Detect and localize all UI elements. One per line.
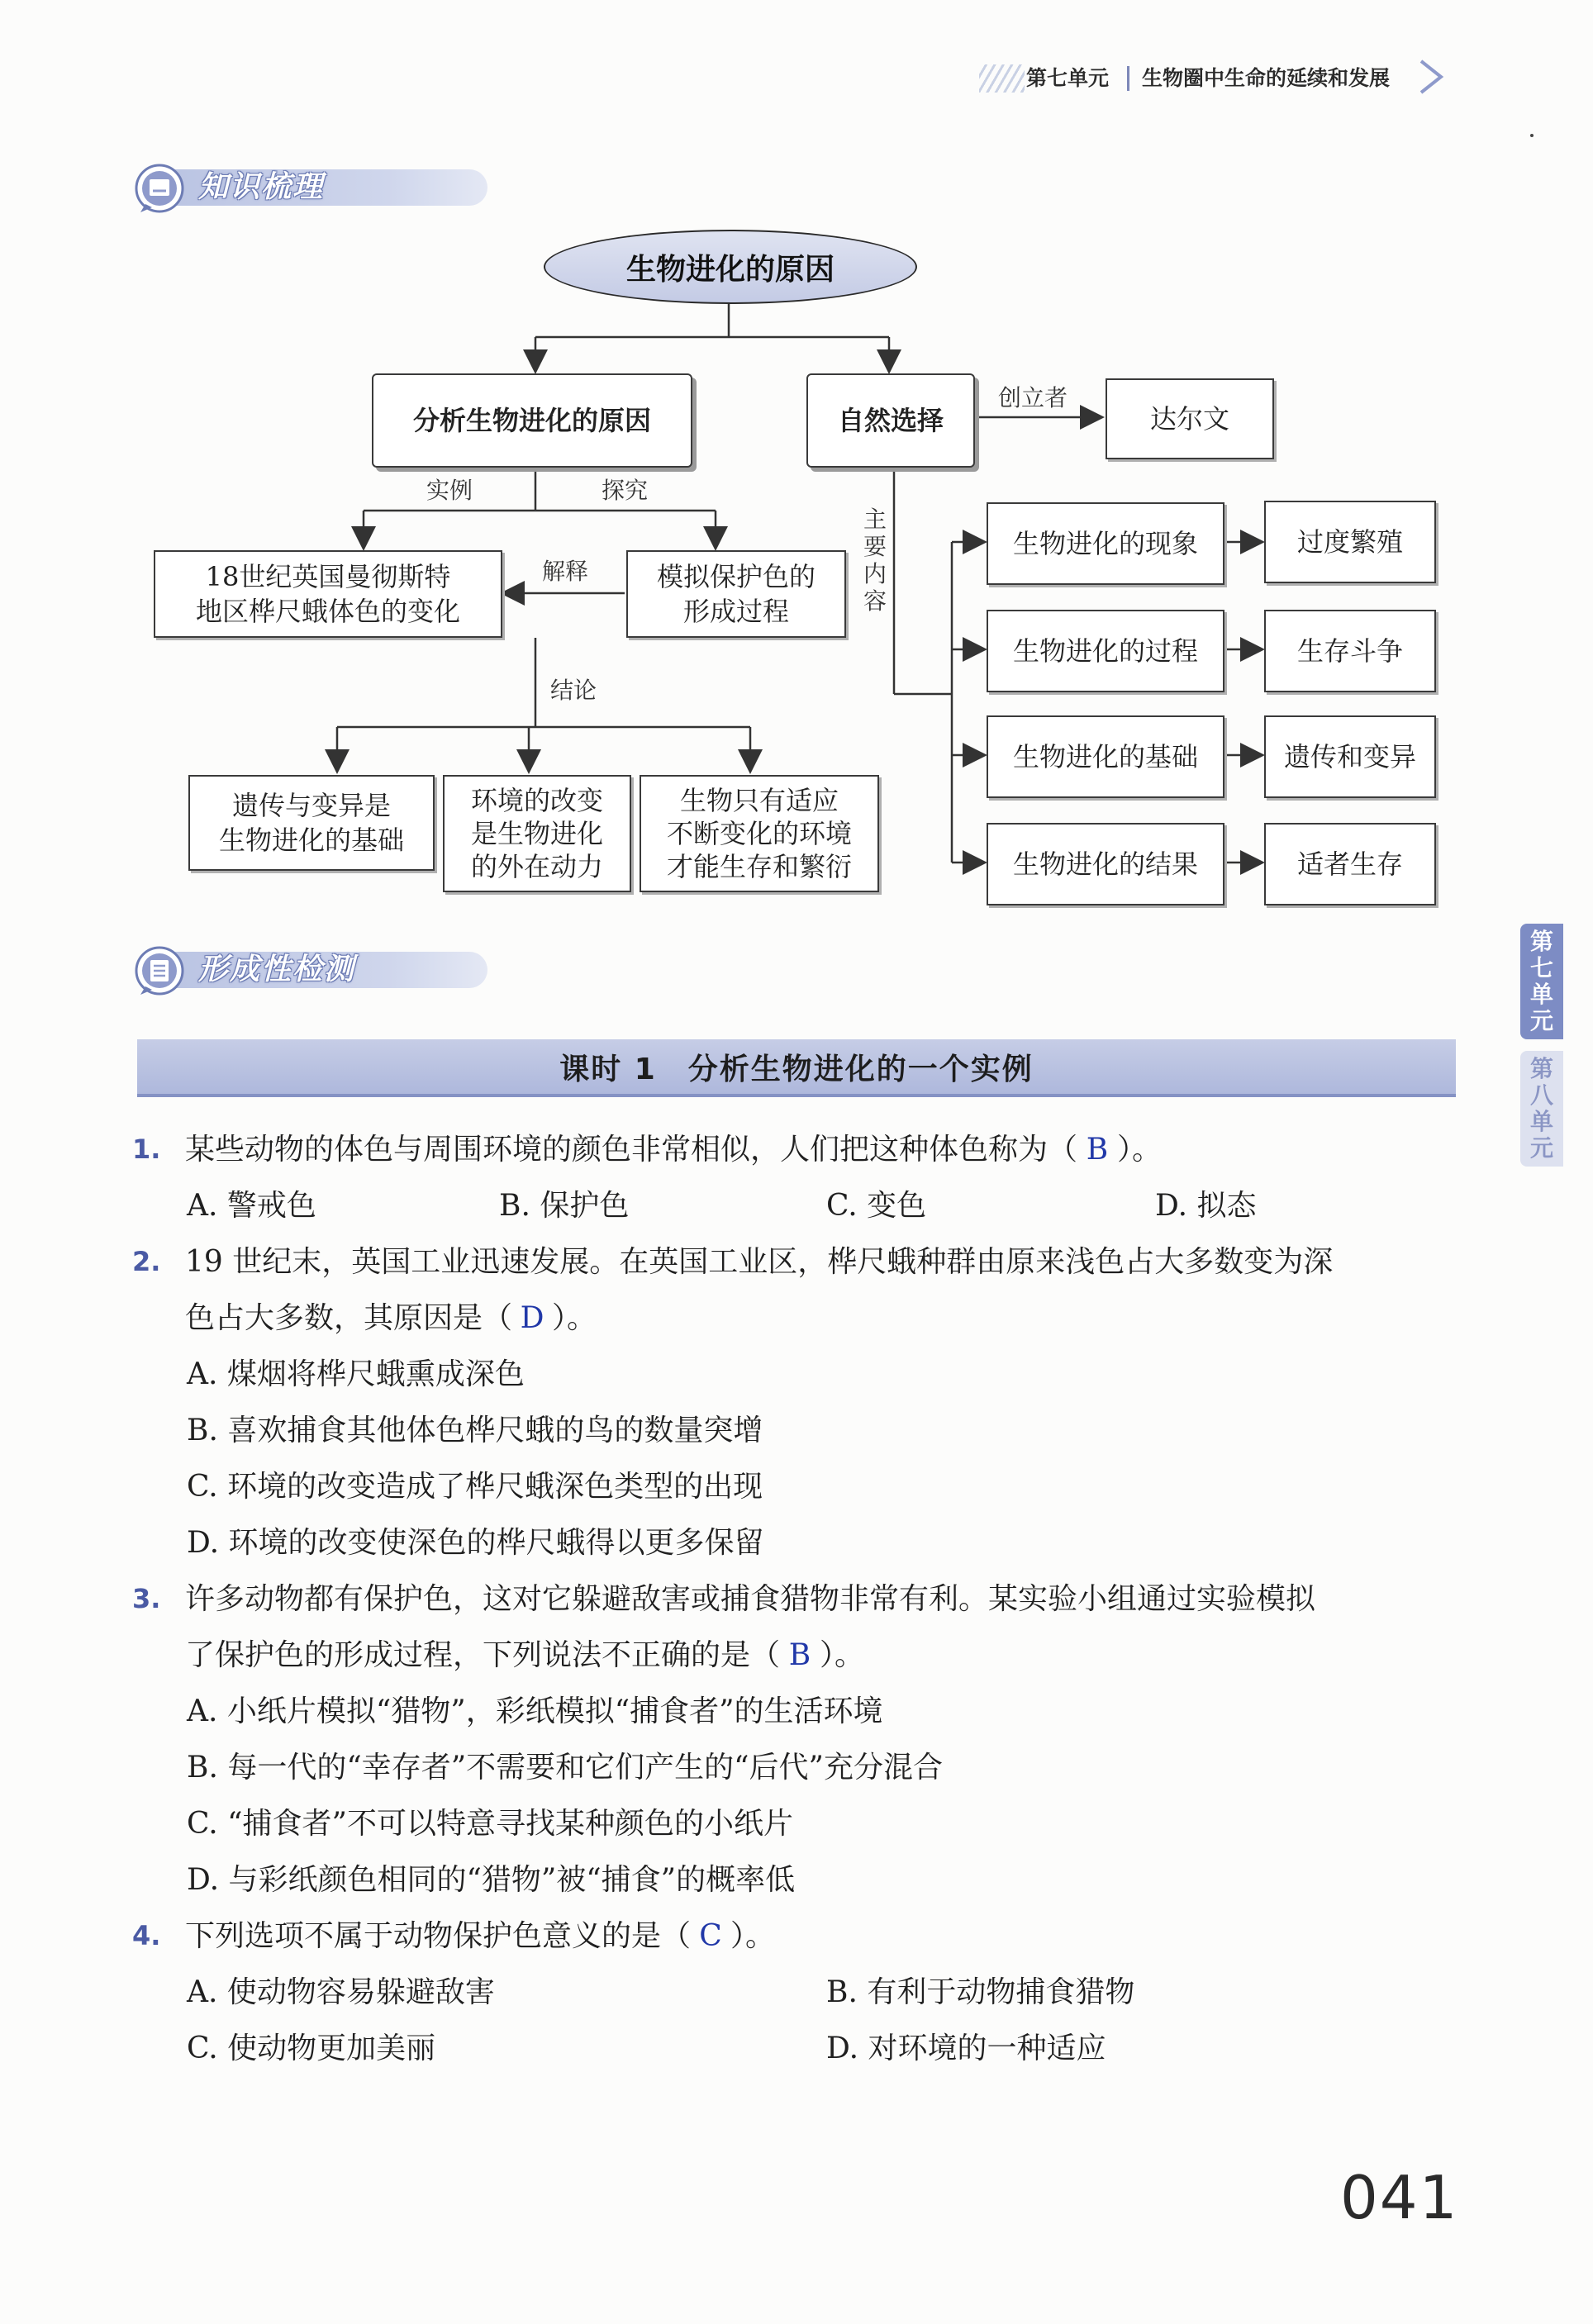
question-2-option-a: A. 煤烟将桦尺蛾熏成深色 xyxy=(187,1357,525,1391)
label-explore: 探究 xyxy=(602,477,649,504)
main-content-char-3: 内 xyxy=(863,560,887,587)
question-3-option-a: A. 小纸片模拟“猎物”，彩纸模拟“捕食者”的生活环境 xyxy=(187,1694,883,1728)
label-explain: 解释 xyxy=(542,558,589,585)
main-content-char-4: 容 xyxy=(863,587,887,615)
aspect-basis: 生物进化的基础 xyxy=(987,715,1224,798)
conclusion-1 xyxy=(188,775,435,871)
question-1-text: 某些动物的体色与周围环境的颜色非常相似，人们把这种体色称为（ xyxy=(185,1133,1078,1167)
question-4-option-b: B. 有利于动物捕食猎物 xyxy=(826,1975,1135,2009)
question-1-number: 1. xyxy=(132,1133,161,1165)
section-badge-check xyxy=(132,943,496,996)
label-conclusion: 结论 xyxy=(550,677,597,704)
main-content-char-1: 主 xyxy=(863,506,887,533)
question-3-text: 了保护色的形成过程，下列说法不正确的是（ xyxy=(185,1638,781,1672)
concept-right-branch: 自然选择 xyxy=(806,373,975,468)
unit8-char-1: 第 xyxy=(1529,1055,1553,1082)
conclusion-3-line-1: 生物只有适应 xyxy=(679,785,839,816)
unit7-char-2: 七 xyxy=(1529,954,1553,981)
conclusion-2-line-3: 的外在动力 xyxy=(470,851,603,882)
question-4-number: 4. xyxy=(132,1920,161,1951)
header-unit: 第七单元 xyxy=(1026,66,1110,90)
example-line-1: 18世纪英国曼彻斯特 xyxy=(205,561,451,592)
concept-left-branch: 分析生物进化的原因 xyxy=(372,373,692,468)
unit8-char-2: 八 xyxy=(1529,1081,1553,1109)
question-3-stem-line-1: 许多动物都有保护色，这对它躲避敌害或捕食猎物非常有利。某实验小组通过实验模拟 xyxy=(185,1582,1316,1616)
question-1-option-a: A. 警戒色 xyxy=(187,1189,316,1223)
question-2-tail: ）。 xyxy=(552,1301,597,1335)
conclusion-2 xyxy=(443,775,631,892)
question-4-stem xyxy=(185,1917,775,1956)
section-title-check: 形成性检测 xyxy=(198,953,356,986)
question-4-option-c: C. 使动物更加美丽 xyxy=(187,2032,436,2065)
question-1-option-d: D. 拟态 xyxy=(1155,1189,1257,1223)
lesson-title-bar: 课时 1 分析生物进化的一个实例 xyxy=(137,1039,1456,1097)
result-struggle: 生存斗争 xyxy=(1264,610,1436,692)
question-2-stem-line-1: 19 世纪末，英国工业迅速发展。在英国工业区，桦尺蛾种群由原来浅色占大多数变为深 xyxy=(185,1245,1334,1279)
example-line-2: 地区桦尺蛾体色的变化 xyxy=(195,596,460,627)
result-survival: 适者生存 xyxy=(1264,823,1436,905)
conclusion-1-line-1: 遗传与变异是 xyxy=(231,790,391,821)
question-1-option-c: C. 变色 xyxy=(826,1189,927,1223)
question-3-number: 3. xyxy=(132,1583,161,1614)
conclusion-3-line-3: 才能生存和繁衍 xyxy=(666,851,852,882)
conclusion-2-line-2: 是生物进化 xyxy=(470,818,603,849)
question-1-stem xyxy=(185,1130,1162,1170)
label-example: 实例 xyxy=(426,477,473,504)
result-heredity: 遗传和变异 xyxy=(1264,715,1436,798)
aspect-result: 生物进化的结果 xyxy=(987,823,1224,905)
question-3-answer: B xyxy=(788,1638,811,1672)
page-number: 041 xyxy=(1340,2163,1459,2232)
checklist-icon xyxy=(134,945,185,996)
conclusion-2-line-1: 环境的改变 xyxy=(470,785,603,816)
question-1-option-b: B. 保护色 xyxy=(499,1189,630,1223)
unit7-char-4: 元 xyxy=(1529,1007,1553,1034)
question-3-tail: ）。 xyxy=(820,1638,865,1672)
question-2-stem-line-2 xyxy=(185,1299,597,1338)
side-tab-unit-8[interactable] xyxy=(1520,1051,1563,1167)
question-2-text: 色占大多数，其原因是（ xyxy=(185,1301,513,1335)
concept-founder: 达尔文 xyxy=(1106,378,1274,459)
question-3-option-b: B. 每一代的“幸存者”不需要和它们产生的“后代”充分混合 xyxy=(187,1751,943,1785)
question-3-stem-line-2 xyxy=(185,1636,864,1675)
header-chapter: 生物圈中生命的延续和发展 xyxy=(1142,66,1391,90)
explore-line-1: 模拟保护色的 xyxy=(656,561,816,592)
main-content-char-2: 要 xyxy=(863,533,887,560)
concept-explore xyxy=(626,550,846,638)
label-founder: 创立者 xyxy=(998,384,1068,411)
concept-root: 生物进化的原因 xyxy=(544,230,917,304)
question-4-tail: ）。 xyxy=(730,1919,776,1953)
question-2-number: 2. xyxy=(132,1246,161,1277)
aspect-process: 生物进化的过程 xyxy=(987,610,1224,692)
result-overproduction: 过度繁殖 xyxy=(1264,501,1436,583)
question-2-option-d: D. 环境的改变使深色的桦尺蛾得以更多保留 xyxy=(187,1526,764,1560)
side-tab-unit-7[interactable] xyxy=(1520,924,1563,1039)
question-2-answer: D xyxy=(520,1301,544,1335)
question-2-option-b: B. 喜欢捕食其他体色桦尺蛾的鸟的数量突增 xyxy=(187,1414,763,1447)
concept-example xyxy=(154,550,502,638)
question-4-option-d: D. 对环境的一种适应 xyxy=(826,2032,1106,2065)
question-3-option-d: D. 与彩纸颜色相同的“猎物”被“捕食”的概率低 xyxy=(187,1863,796,1897)
unit7-char-1: 第 xyxy=(1529,928,1553,955)
unit7-char-3: 单 xyxy=(1529,981,1553,1008)
question-4-answer: C xyxy=(699,1919,722,1953)
question-3-option-c: C. “捕食者”不可以特意寻找某种颜色的小纸片 xyxy=(187,1807,793,1841)
aspect-phenomenon: 生物进化的现象 xyxy=(987,502,1224,585)
question-1-tail: ）。 xyxy=(1117,1133,1163,1167)
unit8-char-4: 元 xyxy=(1529,1134,1553,1162)
question-1-answer: B xyxy=(1086,1133,1109,1167)
conclusion-3 xyxy=(640,775,879,892)
section-title-knowledge: 知识梳理 xyxy=(198,170,325,204)
question-2-option-c: C. 环境的改变造成了桦尺蛾深色类型的出现 xyxy=(187,1470,763,1504)
explore-line-2: 形成过程 xyxy=(682,596,789,627)
question-4-text: 下列选项不属于动物保护色意义的是（ xyxy=(185,1919,692,1953)
label-main-content xyxy=(863,506,887,615)
conclusion-3-line-2: 不断变化的环境 xyxy=(666,818,852,849)
conclusion-1-line-2: 生物进化的基础 xyxy=(218,825,404,856)
unit8-char-3: 单 xyxy=(1529,1108,1553,1135)
question-4-option-a: A. 使动物容易躲避敌害 xyxy=(187,1975,495,2009)
